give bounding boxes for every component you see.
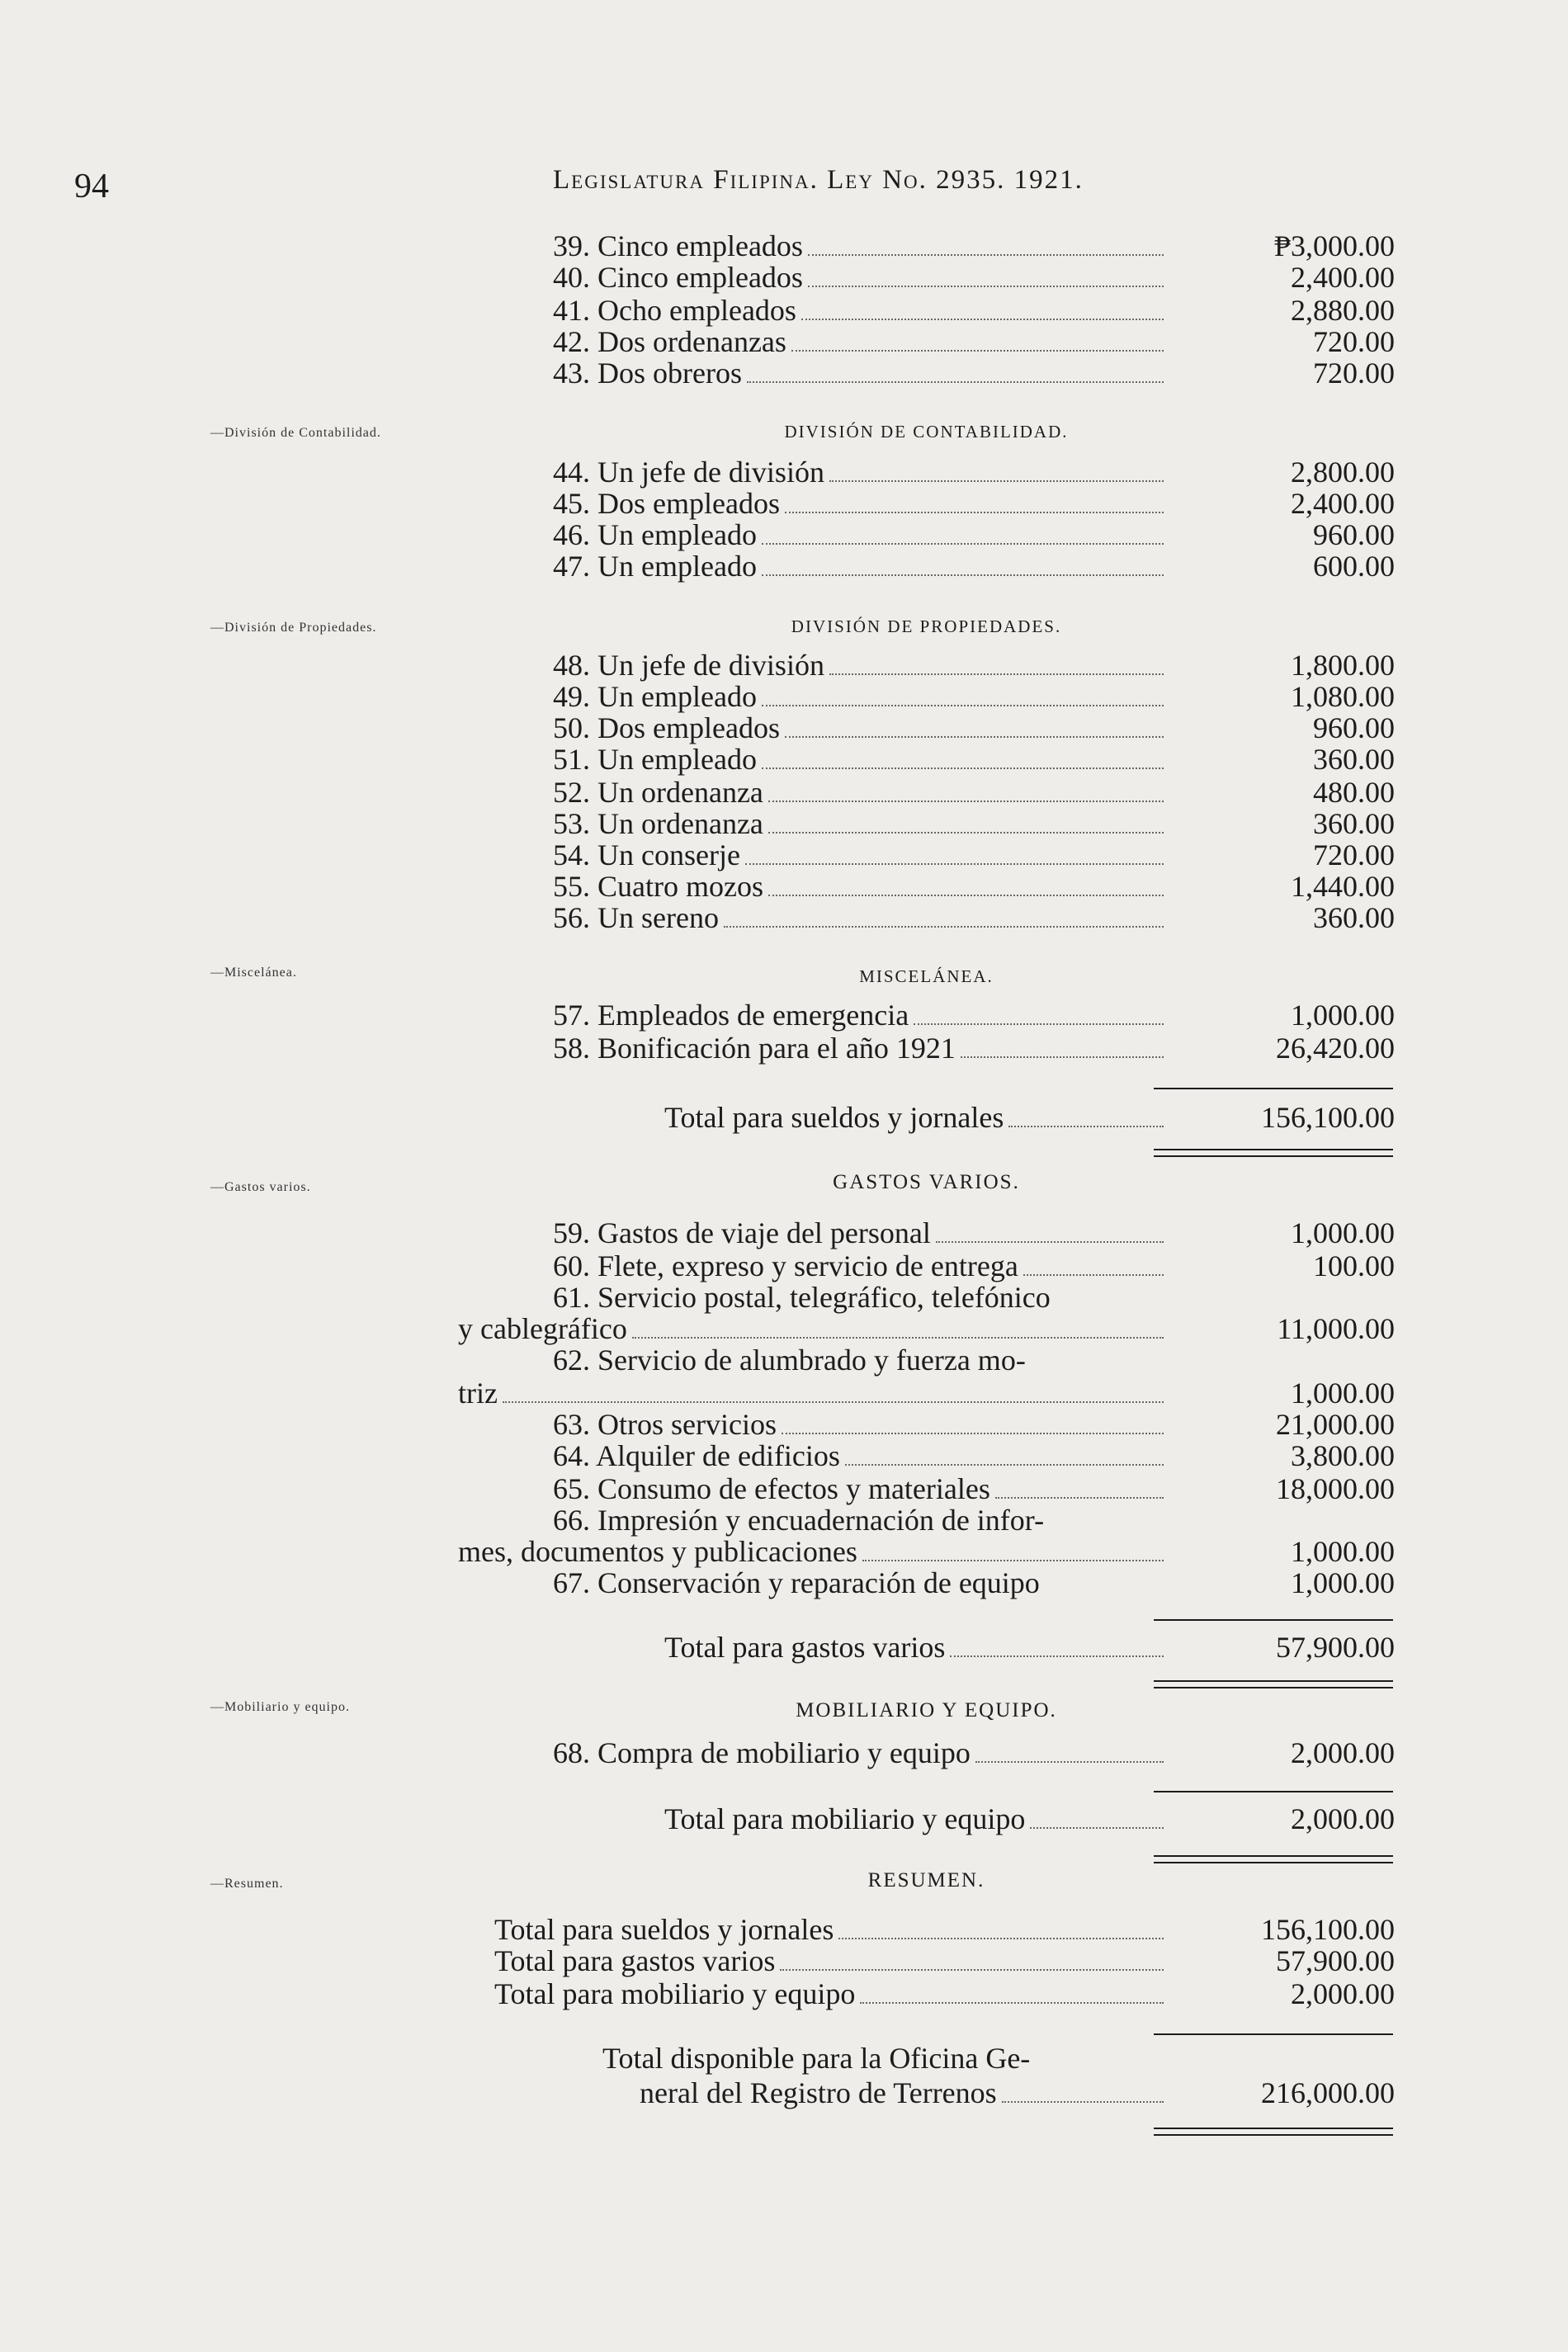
budget-line	[458, 487, 1395, 520]
line-description: Total para gastos varios	[494, 1944, 776, 1977]
line-description: 59. Gastos de viaje del personal	[553, 1216, 931, 1249]
line-amount: 2,000.00	[1291, 1802, 1395, 1835]
line-amount: 100.00	[1313, 1249, 1395, 1282]
line-description: 39. Cinco empleados	[553, 229, 803, 262]
budget-line	[458, 776, 1395, 809]
dot-leader	[762, 743, 1164, 769]
dot-leader	[801, 294, 1164, 320]
dot-leader	[780, 1944, 1164, 1971]
line-description: Total para gastos varios	[664, 1631, 946, 1664]
line-description: 44. Un jefe de división	[553, 456, 824, 489]
line-amount: 21,000.00	[1276, 1408, 1395, 1441]
line-description: 49. Un empleado	[553, 680, 757, 713]
line-amount: 720.00	[1313, 357, 1395, 390]
budget-line	[458, 901, 1395, 934]
dot-leader	[1030, 1802, 1164, 1829]
dot-leader	[785, 711, 1164, 738]
line-amount: 156,100.00	[1261, 1913, 1395, 1946]
line-description: 42. Dos ordenanzas	[553, 325, 786, 358]
line-amount: 1,000.00	[1291, 1377, 1395, 1410]
budget-line	[458, 1312, 1395, 1345]
line-description: 64. Alquiler de edificios	[553, 1439, 840, 1472]
line-amount: 480.00	[1313, 776, 1395, 809]
subtotal-rule	[1154, 1619, 1393, 1621]
dot-leader	[862, 1535, 1164, 1561]
budget-line	[458, 1249, 1395, 1282]
line-description: 62. Servicio de alumbrado y fuerza mo-	[553, 1344, 1026, 1377]
dot-leader	[768, 870, 1164, 896]
line-amount: 2,400.00	[1291, 487, 1395, 520]
line-amount: 720.00	[1313, 325, 1395, 358]
line-description: 61. Servicio postal, telegráfico, telefónico	[553, 1281, 1051, 1314]
dot-leader	[961, 1032, 1164, 1058]
dot-leader	[914, 999, 1164, 1025]
dot-leader	[762, 518, 1164, 545]
budget-line	[458, 1281, 1395, 1314]
line-amount: 18,000.00	[1276, 1472, 1395, 1505]
dot-leader	[724, 901, 1164, 928]
line-amount: 156,100.00	[1261, 1101, 1395, 1134]
dot-leader	[995, 1472, 1164, 1499]
budget-line	[458, 518, 1395, 551]
heading-contabilidad: DIVISIÓN DE CONTABILIDAD.	[784, 422, 1069, 442]
heading-propiedades: DIVISIÓN DE PROPIEDADES.	[791, 616, 1062, 636]
line-amount: 1,000.00	[1291, 1535, 1395, 1568]
dot-leader	[1008, 1101, 1164, 1127]
budget-line	[458, 2042, 1395, 2075]
line-description: y cablegráfico	[458, 1312, 627, 1345]
budget-line	[458, 1913, 1395, 1946]
line-amount: 57,900.00	[1276, 1631, 1395, 1664]
line-amount: 1,080.00	[1291, 680, 1395, 713]
budget-line	[458, 1408, 1395, 1441]
line-description: 57. Empleados de emergencia	[553, 999, 909, 1032]
budget-line	[458, 550, 1395, 583]
line-amount: 2,400.00	[1291, 261, 1395, 294]
budget-line	[458, 1631, 1395, 1664]
line-description: 47. Un empleado	[553, 550, 757, 583]
heading-gastos-varios: GASTOS VARIOS.	[833, 1171, 1020, 1193]
line-description: 67. Conservación y reparación de equipo	[553, 1566, 1040, 1599]
budget-line	[458, 1977, 1395, 2010]
budget-line	[458, 1566, 1395, 1599]
dot-leader	[762, 550, 1164, 576]
budget-line	[458, 870, 1395, 903]
line-amount: 1,800.00	[1291, 649, 1395, 682]
budget-line	[458, 1802, 1395, 1835]
dot-leader	[808, 229, 1164, 256]
line-description: 40. Cinco empleados	[553, 261, 803, 294]
margin-note-contabilidad: —División de Contabilidad.	[210, 426, 381, 440]
budget-line	[458, 1504, 1395, 1537]
running-header: Legislatura Filipina. Ley No. 2935. 1921.	[553, 165, 1084, 195]
margin-note-mobiliario: —Mobiliario y equipo.	[210, 1700, 350, 1714]
line-description: 53. Un ordenanza	[553, 807, 763, 840]
line-amount: 57,900.00	[1276, 1944, 1395, 1977]
heading-resumen: RESUMEN.	[867, 1869, 985, 1892]
dot-leader	[936, 1216, 1164, 1243]
line-amount: 720.00	[1313, 838, 1395, 871]
budget-line	[458, 1377, 1395, 1410]
dot-leader	[632, 1312, 1164, 1339]
line-description: mes, documentos y publicaciones	[458, 1535, 857, 1568]
budget-line	[458, 1736, 1395, 1769]
budget-line	[458, 2076, 1395, 2109]
budget-line	[458, 1535, 1395, 1568]
budget-line	[458, 711, 1395, 744]
line-description: 58. Bonificación para el año 1921	[553, 1032, 956, 1065]
line-amount: 2,000.00	[1291, 1736, 1395, 1769]
budget-line	[458, 357, 1395, 390]
budget-line	[458, 999, 1395, 1032]
dot-leader	[768, 776, 1164, 802]
line-amount: 360.00	[1313, 807, 1395, 840]
line-description: 51. Un empleado	[553, 743, 757, 776]
line-description: 65. Consumo de efectos y materiales	[553, 1472, 990, 1505]
line-amount: 2,800.00	[1291, 456, 1395, 489]
budget-line	[458, 743, 1395, 776]
line-description: 46. Un empleado	[553, 518, 757, 551]
line-amount: 11,000.00	[1277, 1312, 1395, 1345]
line-description: neral del Registro de Terrenos	[640, 2076, 997, 2109]
dot-leader	[845, 1439, 1164, 1466]
dot-leader	[1023, 1249, 1164, 1276]
line-amount: 1,000.00	[1291, 1566, 1395, 1599]
dot-leader	[860, 1977, 1164, 2004]
line-description: Total para sueldos y jornales	[494, 1913, 834, 1946]
dot-leader	[745, 838, 1164, 865]
line-description: triz	[458, 1377, 498, 1410]
budget-line	[458, 838, 1395, 871]
dot-leader	[785, 487, 1164, 513]
dot-leader	[791, 325, 1164, 352]
margin-note-propiedades: —División de Propiedades.	[210, 621, 377, 635]
budget-line	[458, 649, 1395, 682]
budget-line	[458, 261, 1395, 294]
line-description: Total para mobiliario y equipo	[664, 1802, 1026, 1835]
line-amount: 600.00	[1313, 550, 1395, 583]
line-amount: 1,000.00	[1291, 999, 1395, 1032]
dot-leader	[808, 261, 1164, 287]
line-description: 68. Compra de mobiliario y equipo	[553, 1736, 971, 1769]
line-amount: 360.00	[1313, 901, 1395, 934]
budget-line	[458, 680, 1395, 713]
line-description: 45. Dos empleados	[553, 487, 780, 520]
heading-mobiliario: MOBILIARIO Y EQUIPO.	[796, 1699, 1057, 1721]
line-amount: 3,800.00	[1291, 1439, 1395, 1472]
dot-leader	[950, 1631, 1164, 1657]
heading-miscelanea: MISCELÁNEA.	[859, 966, 994, 986]
budget-line	[458, 229, 1395, 262]
line-amount: 1,440.00	[1291, 870, 1395, 903]
line-description: 66. Impresión y encuadernación de infor-	[553, 1504, 1045, 1537]
dot-leader	[829, 456, 1164, 482]
dot-leader	[838, 1913, 1164, 1939]
dot-leader	[829, 649, 1164, 675]
line-description: Total para mobiliario y equipo	[494, 1977, 856, 2010]
page-number: 94	[74, 168, 109, 205]
line-description: Total para sueldos y jornales	[664, 1101, 1004, 1134]
line-description: 54. Un conserje	[553, 838, 740, 871]
budget-line	[458, 1944, 1395, 1977]
line-amount: 26,420.00	[1276, 1032, 1395, 1065]
total-double-rule	[1154, 1680, 1393, 1688]
budget-line	[458, 1439, 1395, 1472]
line-amount: 2,000.00	[1291, 1977, 1395, 2010]
dot-leader	[503, 1377, 1164, 1403]
dot-leader	[762, 680, 1164, 706]
margin-note-gastos: —Gastos varios.	[210, 1180, 311, 1194]
subtotal-rule	[1154, 1791, 1393, 1792]
total-double-rule	[1154, 2128, 1393, 2136]
line-description: 56. Un sereno	[553, 901, 719, 934]
line-amount: ₱3,000.00	[1273, 229, 1395, 262]
dot-leader	[768, 807, 1164, 834]
total-double-rule	[1154, 1855, 1393, 1863]
budget-line	[458, 1032, 1395, 1065]
line-description: 48. Un jefe de división	[553, 649, 824, 682]
line-amount: 2,880.00	[1291, 294, 1395, 327]
line-description: 41. Ocho empleados	[553, 294, 796, 327]
dot-leader	[747, 357, 1164, 383]
margin-note-resumen: —Resumen.	[210, 1877, 284, 1891]
subtotal-rule	[1154, 2033, 1393, 2035]
line-description: 63. Otros servicios	[553, 1408, 777, 1441]
line-description: 43. Dos obreros	[553, 357, 742, 390]
budget-line	[458, 325, 1395, 358]
line-description: 55. Cuatro mozos	[553, 870, 763, 903]
budget-line	[458, 1216, 1395, 1249]
budget-line	[458, 1101, 1395, 1134]
budget-line	[458, 294, 1395, 327]
dot-leader	[975, 1736, 1164, 1763]
budget-line	[458, 1472, 1395, 1505]
line-description: Total disponible para la Oficina Ge-	[602, 2042, 1031, 2075]
budget-line	[458, 1344, 1395, 1377]
total-double-rule	[1154, 1149, 1393, 1157]
subtotal-rule	[1154, 1088, 1393, 1089]
budget-line	[458, 456, 1395, 489]
line-description: 52. Un ordenanza	[553, 776, 763, 809]
line-amount: 360.00	[1313, 743, 1395, 776]
budget-line	[458, 807, 1395, 840]
line-amount: 216,000.00	[1261, 2076, 1395, 2109]
line-amount: 960.00	[1313, 518, 1395, 551]
line-description: 50. Dos empleados	[553, 711, 780, 744]
line-amount: 1,000.00	[1291, 1216, 1395, 1249]
line-amount: 960.00	[1313, 711, 1395, 744]
dot-leader	[1002, 2076, 1164, 2103]
dot-leader	[782, 1408, 1164, 1434]
margin-note-miscelanea: —Miscelánea.	[210, 966, 297, 980]
line-description: 60. Flete, expreso y servicio de entrega	[553, 1249, 1018, 1282]
